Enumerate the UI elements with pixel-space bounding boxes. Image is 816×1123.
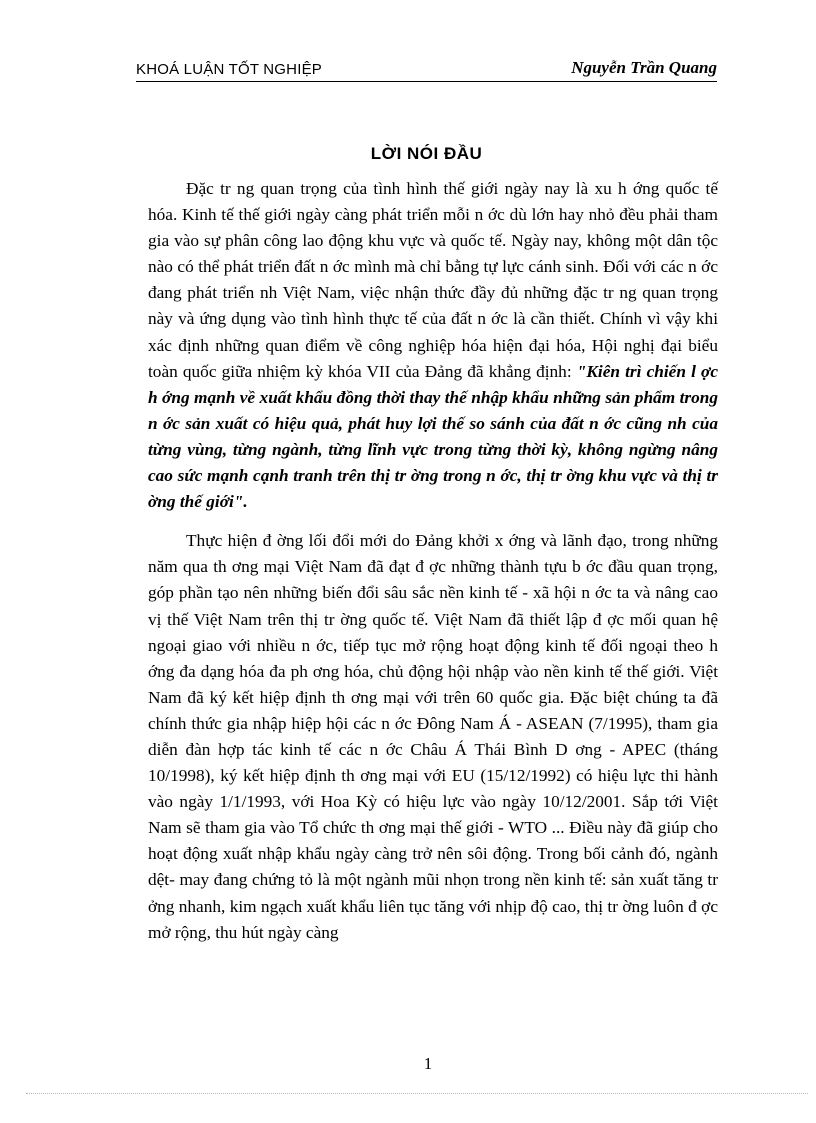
header-divider [136,81,717,82]
page-bottom-divider [26,1093,808,1094]
paragraph-1-quote: "Kiên trì chiến l ợc h ớng mạnh về xuất khẩu đồng thời thay thế nhập khẩu những sản phẩm trong n ớc sản xuất có hiệu quả, phát huy lợi thế so sánh của đất n ớc cũng nh của từng vùng, từng ngành, từng lĩnh vực trong từng thời kỳ, không ngừng nâng cao sức mạnh cạnh tranh trên thị tr ờng trong n ớc, thị tr ờng khu vực và thị tr ờng thế giới". [148,361,718,512]
page-title: LỜI NÓI ĐẦU [370,144,483,163]
page-header [136,56,717,82]
paragraph-1-text: Đặc tr ng quan trọng của tình hình thế giới ngày nay là xu h ớng quốc tế hóa. Kinh tế thế giới ngày càng phát triển mỗi n ớc dù lớn hay nhỏ đều phải tham gia vào sự phân công lao động khu vực và quốc tế. Ngày nay, không một dân tộc nào có thể phát triển đất n ớc mình mà chỉ bằng tự lực cánh sinh. Đối với các n ớc đang phát triển nh Việt Nam, việc nhận thức đầy đủ những đặc tr ng quan trọng này và ứng dụng vào tình hình thực tế của đất n ớc là cần thiết. Chính vì vậy khi xác định những quan điểm về công nghiệp hóa hiện đại hóa, Hội nghị đại biểu toàn quốc giữa nhiệm kỳ khóa VII của Đảng đã khẳng định: [148,179,718,381]
header-author-name: Nguyễn Trần Quang [571,58,717,77]
header-thesis-label: KHOÁ LUẬN TỐT NGHIỆP [136,61,322,78]
paragraph-1 [148,176,718,515]
page-number: 1 [423,1054,433,1073]
body-text [148,176,718,946]
paragraph-2: Thực hiện đ ờng lối đổi mới do Đảng khởi x ớng và lãnh đạo, trong những năm qua th ơng mại Việt Nam đã đạt đ ợc những thành tựu b ớc đầu quan trọng, góp phần tạo nên những biến đổi sâu sắc nền kinh tế - xã hội n ớc ta và nâng cao vị thế Việt Nam trên thị tr ờng quốc tế. Việt Nam đã thiết lập đ ợc mối quan hệ ngoại giao với nhiều n ớc, tiếp tục mở rộng hoạt động kinh tế đối ngoại theo h ớng đa dạng hóa đa ph ơng hóa, chủ động hội nhập vào nền kinh tế thế giới. Việt Nam đã ký kết hiệp định th ơng mại với trên 60 quốc gia. Đặc biệt chúng ta đã chính thức gia nhập hiệp hội các n ớc Đông Nam Á - ASEAN (7/1995), tham gia diễn đàn hợp tác kinh tế các n ớc Châu Á Thái Bình D ơng - APEC (tháng 10/1998), ký kết hiệp định th ơng mại với EU (15/12/1992) có hiệu lực thi hành vào ngày 1/1/1993, với Hoa Kỳ có hiệu lực vào ngày 10/12/2001. Sắp tới Việt Nam sẽ tham gia vào Tổ chức th ơng mại thế giới - WTO ... Điều này đã giúp cho hoạt động xuất nhập khẩu ngày càng trở nên sôi động. Trong bối cảnh đó, ngành dệt- may đang chứng tỏ là một ngành mũi nhọn trong nền kinh tế: sản xuất tăng tr ởng nhanh, kim ngạch xuất khẩu liên tục tăng với nhịp độ cao, thị tr ờng luôn đ ợc mở rộng, thu hút ngày càng [148,531,718,942]
